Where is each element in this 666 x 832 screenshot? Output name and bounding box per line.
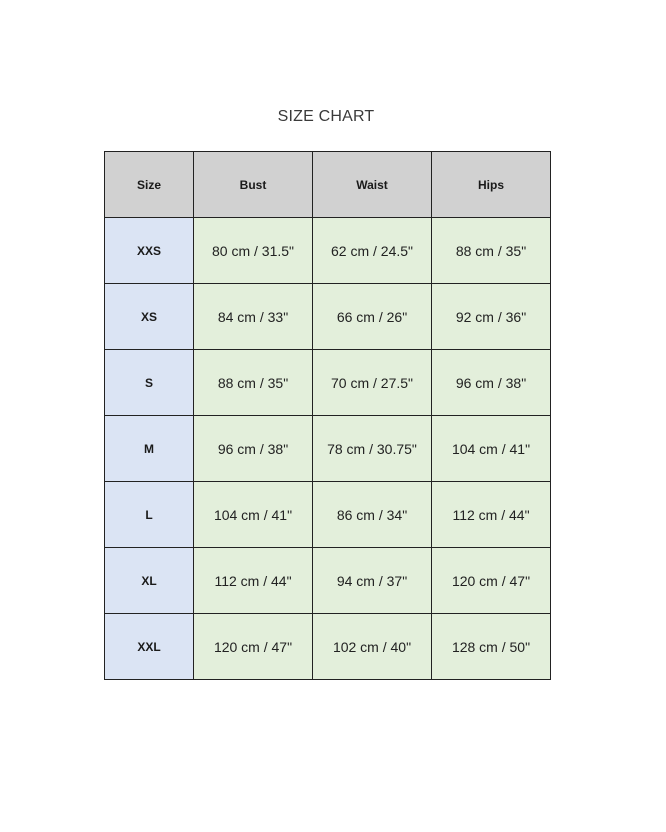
bust-value: 88 cm / 35" [194,350,313,416]
bust-value: 112 cm / 44" [194,548,313,614]
waist-value: 86 cm / 34" [313,482,432,548]
table-row [105,218,551,284]
size-label: XXL [105,614,194,680]
size-label: L [105,482,194,548]
hips-value: 104 cm / 41" [432,416,551,482]
waist-value: 102 cm / 40" [313,614,432,680]
table-header-row [105,152,551,218]
hips-value: 92 cm / 36" [432,284,551,350]
size-label: XXS [105,218,194,284]
bust-value: 80 cm / 31.5" [194,218,313,284]
header-waist: Waist [313,152,432,218]
hips-value: 120 cm / 47" [432,548,551,614]
waist-value: 94 cm / 37" [313,548,432,614]
waist-value: 62 cm / 24.5" [313,218,432,284]
hips-value: 128 cm / 50" [432,614,551,680]
size-label: S [105,350,194,416]
waist-value: 78 cm / 30.75" [313,416,432,482]
hips-value: 88 cm / 35" [432,218,551,284]
header-size: Size [105,152,194,218]
size-label: XS [105,284,194,350]
header-hips: Hips [432,152,551,218]
hips-value: 112 cm / 44" [432,482,551,548]
waist-value: 66 cm / 26" [313,284,432,350]
size-label: XL [105,548,194,614]
size-label: M [105,416,194,482]
bust-value: 84 cm / 33" [194,284,313,350]
size-chart-table [104,151,551,680]
table-row [105,350,551,416]
header-bust: Bust [194,152,313,218]
table-row [105,284,551,350]
hips-value: 96 cm / 38" [432,350,551,416]
table-row [105,614,551,680]
page-title: SIZE CHART [277,108,375,125]
table-row [105,548,551,614]
table-row [105,416,551,482]
bust-value: 120 cm / 47" [194,614,313,680]
table-row [105,482,551,548]
bust-value: 104 cm / 41" [194,482,313,548]
bust-value: 96 cm / 38" [194,416,313,482]
waist-value: 70 cm / 27.5" [313,350,432,416]
